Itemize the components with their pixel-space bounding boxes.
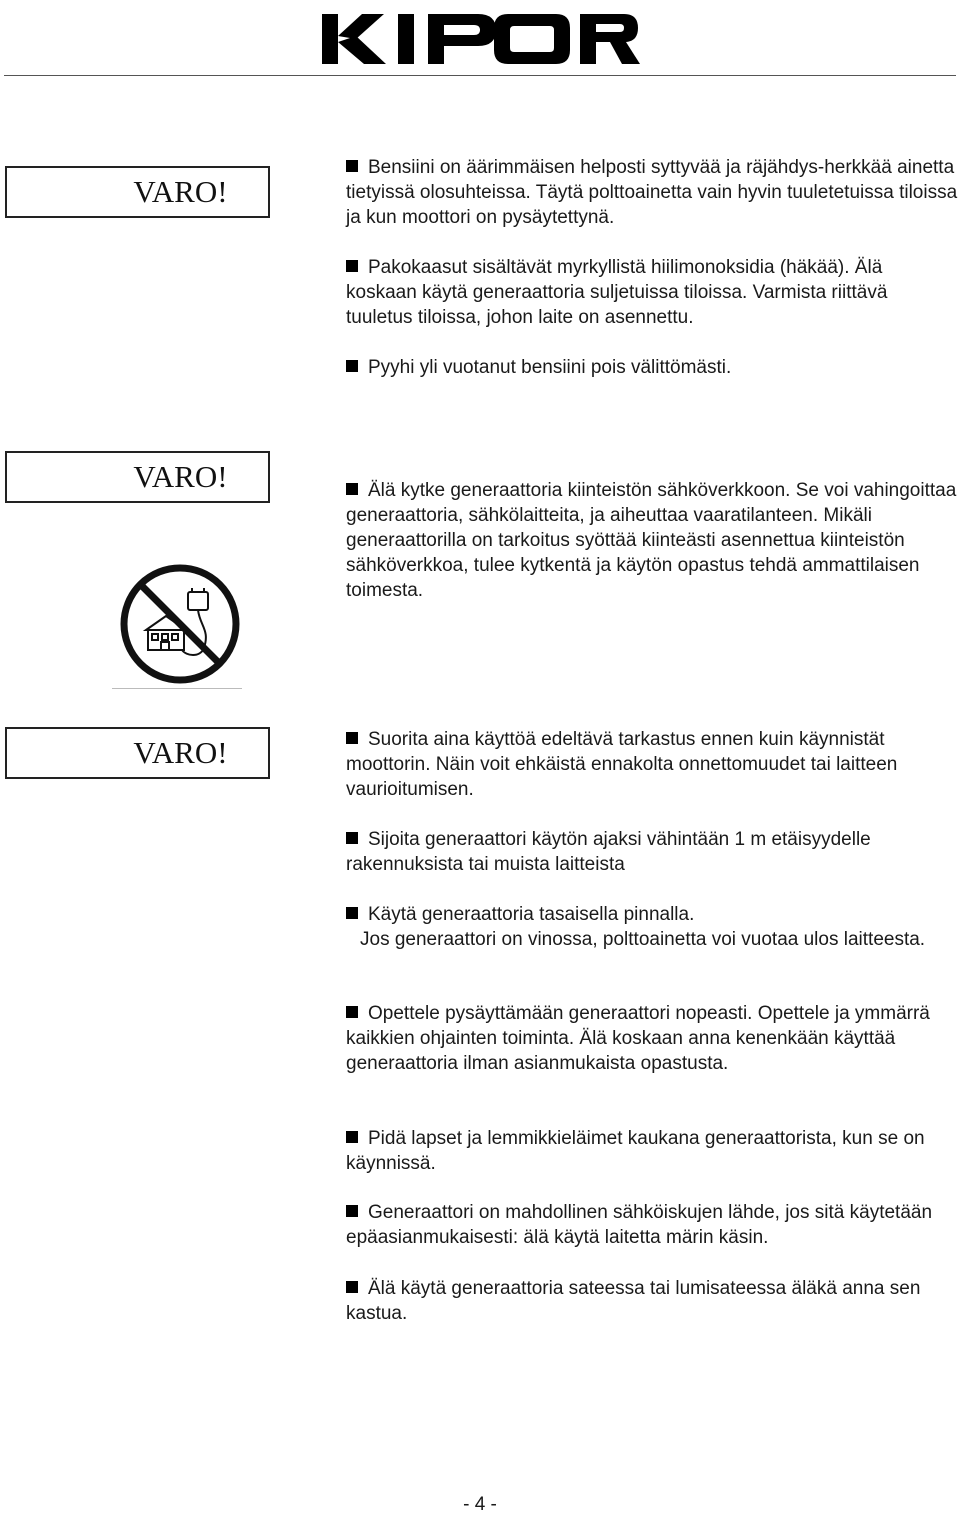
bullet-icon bbox=[346, 260, 358, 272]
bullet-icon bbox=[346, 732, 358, 744]
no-mains-connection-sign-icon bbox=[116, 560, 244, 692]
warning-item: Pidä lapset ja lemmikkieläimet kaukana generaattorista, kun se on käynnissä. bbox=[346, 1128, 925, 1174]
warning-label-3: VARO! bbox=[5, 727, 270, 779]
bullet-icon bbox=[346, 1131, 358, 1143]
page-number: - 4 - bbox=[463, 1494, 497, 1515]
sign-baseline bbox=[112, 688, 242, 689]
bullet-icon bbox=[346, 1205, 358, 1217]
bullet-icon bbox=[346, 907, 358, 919]
warning-item: Älä käytä generaattoria sateessa tai lumisateessa äläkä anna sen kastua. bbox=[346, 1278, 921, 1324]
warning-item: Pakokaasut sisältävät myrkyllistä hiilimonoksidia (häkää). Älä koskaan käytä generaattoria suljetuissa tiloissa. Varmista riittävä tuuletus tiloissa, johon laite on asennettu. bbox=[346, 257, 888, 328]
kipor-logo bbox=[318, 6, 640, 70]
warning-item: Älä kytke generaattoria kiinteistön sähköverkkoon. Se voi vahingoittaa generaattoria, sähkölaitteita, ja aiheuttaa vaaratilanteen. Mikäli generaattorilla on tarkoitus syöttää kiinteästi asennettua kiinteistön sähköverkkoa, tulee kytkentä ja käytön opastus tehdä ammattilaisen toimesta. bbox=[346, 480, 957, 601]
bullet-icon bbox=[346, 1281, 358, 1293]
warning-item: Sijoita generaattori käytön ajaksi vähintään 1 m etäisyydelle rakennuksista tai muista laitteista bbox=[346, 829, 871, 875]
warning-item: Suorita aina käyttöä edeltävä tarkastus ennen kuin käynnistät moottorin. Näin voit ehkäistä ennakolta onnettomuudet tai laitteen vaurioitumisen. bbox=[346, 729, 898, 800]
bullet-icon bbox=[346, 1006, 358, 1018]
warning-label-1: VARO! bbox=[5, 166, 270, 218]
warning-item: Opettele pysäyttämään generaattori nopeasti. Opettele ja ymmärrä kaikkien ohjainten toiminta. Älä koskaan anna kenenkään käyttää generaattoria ilman asianmukaista opastusta. bbox=[346, 1003, 930, 1074]
header-rule bbox=[4, 75, 956, 76]
bullet-icon bbox=[346, 832, 358, 844]
warning-item: Generaattori on mahdollinen sähköiskujen lähde, jos sitä käytetään epäasianmukaisesti: älä käytä laitetta märin käsin. bbox=[346, 1202, 933, 1248]
bullet-icon bbox=[346, 160, 358, 172]
warning-label-2: VARO! bbox=[5, 451, 270, 503]
warning-item: Bensiini on äärimmäisen helposti syttyvää ja räjähdys-herkkää ainetta tietyissä olosuhteissa. Täytä polttoainetta vain hyvin tuuletetuissa tiloissa ja kun moottori on pysäytettynä. bbox=[346, 157, 958, 228]
warning-item: Pyyhi yli vuotanut bensiini pois välittömästi. bbox=[346, 355, 958, 380]
warning-item: Käytä generaattoria tasaisella pinnalla. Jos generaattori on vinossa, polttoainetta voi vuotaa ulos laitteesta. bbox=[346, 902, 958, 952]
bullet-icon bbox=[346, 360, 358, 372]
bullet-icon bbox=[346, 483, 358, 495]
logo-text: KIPOR bbox=[318, 6, 322, 7]
